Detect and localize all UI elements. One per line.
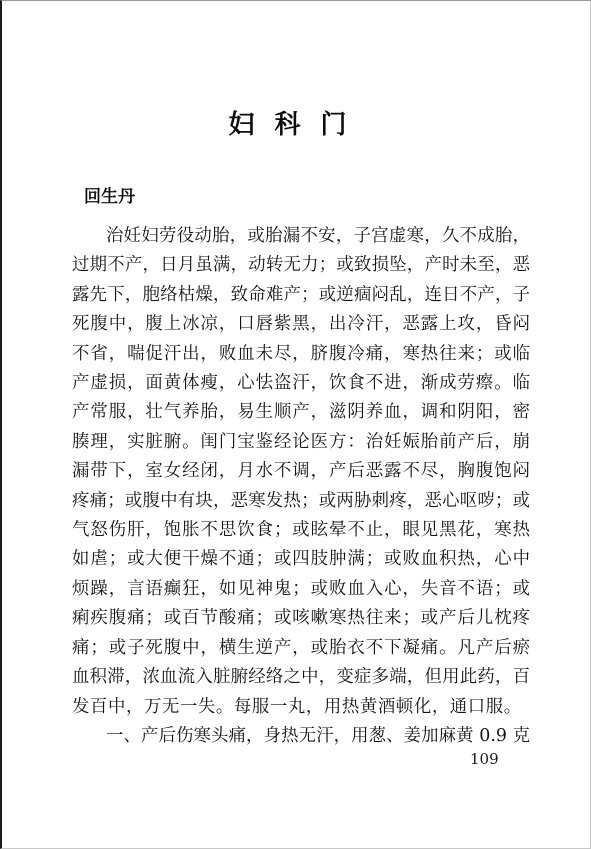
body-line: 产常服，壮气养胎，易生顺产，滋阴养血，调和阴阳，密	[72, 402, 530, 423]
body-text	[72, 222, 530, 751]
body-line: 治妊妇劳役动胎，或胎漏不安，子宫虚寒，久不成胎，	[106, 226, 530, 246]
body-line: 死腹中，腹上冰凉，口唇紫黑，出冷汗，恶露上攻，昏闷	[72, 314, 530, 335]
body-line: 发百中，万无一失。每服一丸，用热黄酒顿化，通口服。	[72, 696, 522, 717]
body-line: 血积滞，浓血流入脏腑经络之中，变症多端，但用此药，百	[72, 667, 530, 688]
body-line: 疼痛；或腹中有块，恶寒发热；或两胁刺疼，恶心呕哕；或	[72, 490, 530, 511]
body-line: 一、产后伤寒头痛，身热无汗，用葱、姜加麻黄 0.9 克	[106, 725, 530, 746]
body-line: 过期不产，日月虽满，动转无力；或致损坠，产时未至，恶	[72, 255, 530, 276]
body-line: 产虚损，面黄体瘦，心怯盗汗，饮食不进，渐成劳瘵。临	[72, 373, 530, 394]
section-title: 妇科门	[228, 110, 367, 140]
body-line: 漏带下，室女经闭，月水不调，产后恶露不尽，胸腹饱闷	[72, 461, 530, 482]
body-line: 不省，喘促汗出，败血未尽，脐腹冷痛，寒热往来；或临	[72, 343, 530, 364]
body-line: 痛；或子死腹中，横生逆产，或胎衣不下凝痛。凡产后瘀	[72, 637, 530, 658]
body-line: 烦躁，言语癫狂，如见神鬼；或败血入心，失音不语；或	[72, 578, 530, 599]
body-line: 气怒伤肝，饱胀不思饮食；或眩晕不止，眼见黑花，寒热	[72, 520, 530, 541]
body-line: 露先下，胞络枯燥，致命难产；或逆痼闷乱，连日不产，子	[72, 284, 530, 305]
page-number: 109	[470, 750, 499, 768]
body-line: 如虐；或大便干燥不通；或四肢肿满；或败血积热，心中	[72, 549, 530, 570]
body-line: 痢疾腹痛；或百节酸痛；或咳嗽寒热往来；或产后儿枕疼	[72, 608, 530, 629]
formula-title: 回生丹	[84, 187, 135, 207]
body-line: 腠理，实脏腑。闺门宝鉴经论医方：治妊娠胎前产后，崩	[72, 431, 530, 452]
